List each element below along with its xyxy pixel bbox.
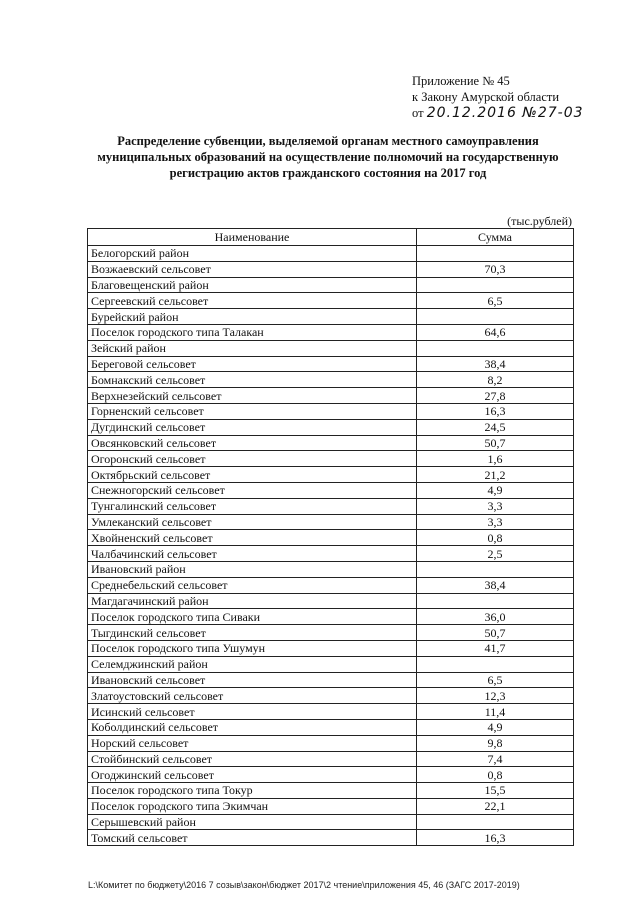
- table-row: [88, 514, 574, 530]
- row-name: Тунгалинский сельсовет: [88, 498, 417, 514]
- row-sum: 7,4: [417, 751, 574, 767]
- row-name: Поселок городского типа Сиваки: [88, 609, 417, 625]
- row-sum: 9,8: [417, 735, 574, 751]
- row-sum: [417, 340, 574, 356]
- row-sum: [417, 561, 574, 577]
- table-row: [88, 403, 574, 419]
- table-row: [88, 467, 574, 483]
- row-sum: 3,3: [417, 514, 574, 530]
- file-path-footer: L:\Комитет по бюджету\2016 7 созыв\закон\бюджет 2017\2 чтение\приложения 45, 46 (ЗАГС 2017-2019): [88, 880, 520, 890]
- row-sum: 38,4: [417, 356, 574, 372]
- row-sum: [417, 593, 574, 609]
- row-name: Горненский сельсовет: [88, 403, 417, 419]
- row-sum: 21,2: [417, 467, 574, 483]
- row-sum: 16,3: [417, 403, 574, 419]
- row-sum: 50,7: [417, 625, 574, 641]
- row-name: Береговой сельсовет: [88, 356, 417, 372]
- appendix-date-prefix: от: [412, 106, 424, 120]
- row-name: Бомнакский сельсовет: [88, 372, 417, 388]
- table-row: [88, 577, 574, 593]
- header-sum: Сумма: [417, 229, 574, 246]
- row-sum: 50,7: [417, 435, 574, 451]
- row-name: Возжаевский сельсовет: [88, 261, 417, 277]
- table-row: [88, 704, 574, 720]
- row-name: Златоустовский сельсовет: [88, 688, 417, 704]
- row-name: Поселок городского типа Токур: [88, 783, 417, 799]
- row-sum: 12,3: [417, 688, 574, 704]
- title-line-3: регистрацию актов гражданского состояния на 2017 год: [169, 166, 487, 180]
- appendix-block: [412, 73, 584, 121]
- units-label: (тыс.рублей): [507, 214, 572, 228]
- row-name: Белогорский район: [88, 246, 417, 262]
- row-sum: 11,4: [417, 704, 574, 720]
- row-name: Ивановский сельсовет: [88, 672, 417, 688]
- row-name: Бурейский район: [88, 309, 417, 325]
- table-row: [88, 561, 574, 577]
- row-sum: 4,9: [417, 482, 574, 498]
- row-name: Томский сельсовет: [88, 830, 417, 846]
- row-sum: [417, 656, 574, 672]
- row-name: Поселок городского типа Экимчан: [88, 798, 417, 814]
- table-row: [88, 798, 574, 814]
- row-name: Овсянковский сельсовет: [88, 435, 417, 451]
- table-row: [88, 388, 574, 404]
- table-row: [88, 419, 574, 435]
- table-row: [88, 735, 574, 751]
- table-row: [88, 309, 574, 325]
- table-row: [88, 324, 574, 340]
- row-sum: 41,7: [417, 640, 574, 656]
- table-row: [88, 293, 574, 309]
- table-row: [88, 814, 574, 830]
- row-sum: 38,4: [417, 577, 574, 593]
- row-sum: 16,3: [417, 830, 574, 846]
- row-sum: 27,8: [417, 388, 574, 404]
- row-name: Поселок городского типа Талакан: [88, 324, 417, 340]
- row-sum: 4,9: [417, 719, 574, 735]
- table-row: [88, 372, 574, 388]
- row-sum: [417, 277, 574, 293]
- row-name: Исинский сельсовет: [88, 704, 417, 720]
- title-line-1: Распределение субвенции, выделяемой органам местного самоуправления: [117, 134, 539, 148]
- table-row: [88, 546, 574, 562]
- row-name: Снежногорский сельсовет: [88, 482, 417, 498]
- row-name: Стойбинский сельсовет: [88, 751, 417, 767]
- table-row: [88, 672, 574, 688]
- row-name: Коболдинский сельсовет: [88, 719, 417, 735]
- table-row: [88, 830, 574, 846]
- table-row: [88, 530, 574, 546]
- row-name: Сергеевский сельсовет: [88, 293, 417, 309]
- row-name: Чалбачинский сельсовет: [88, 546, 417, 562]
- row-name: Октябрьский сельсовет: [88, 467, 417, 483]
- title-line-2: муниципальных образований на осуществление полномочий на государственную: [97, 150, 559, 164]
- table-row: [88, 751, 574, 767]
- row-sum: 24,5: [417, 419, 574, 435]
- table-row: [88, 767, 574, 783]
- table-row: [88, 482, 574, 498]
- row-sum: 6,5: [417, 293, 574, 309]
- row-sum: 6,5: [417, 672, 574, 688]
- table-row: [88, 609, 574, 625]
- row-name: Дугдинский сельсовет: [88, 419, 417, 435]
- table-row: [88, 277, 574, 293]
- header-name: Наименование: [88, 229, 417, 246]
- document-title: [88, 133, 568, 181]
- row-sum: [417, 814, 574, 830]
- row-name: Верхнезейский сельсовет: [88, 388, 417, 404]
- appendix-date-line: [412, 105, 584, 121]
- appendix-law-ref: к Закону Амурской области: [412, 90, 560, 104]
- row-sum: 70,3: [417, 261, 574, 277]
- table-row: [88, 719, 574, 735]
- table-row: [88, 640, 574, 656]
- row-name: Ивановский район: [88, 561, 417, 577]
- row-sum: [417, 246, 574, 262]
- table-header-row: [88, 229, 574, 246]
- table-row: [88, 356, 574, 372]
- table-row: [88, 340, 574, 356]
- row-sum: 22,1: [417, 798, 574, 814]
- row-sum: 0,8: [417, 767, 574, 783]
- row-name: Серышевский район: [88, 814, 417, 830]
- row-sum: 15,5: [417, 783, 574, 799]
- handwritten-date-number: 20.12.2016 №27-03: [426, 105, 584, 121]
- row-sum: 64,6: [417, 324, 574, 340]
- subvention-table: [87, 228, 574, 846]
- row-sum: 3,3: [417, 498, 574, 514]
- row-name: Магдагачинский район: [88, 593, 417, 609]
- row-name: Норский сельсовет: [88, 735, 417, 751]
- row-name: Селемджинский район: [88, 656, 417, 672]
- row-sum: 8,2: [417, 372, 574, 388]
- row-sum: [417, 309, 574, 325]
- table-row: [88, 451, 574, 467]
- table-row: [88, 261, 574, 277]
- table-row: [88, 498, 574, 514]
- row-name: Среднебельский сельсовет: [88, 577, 417, 593]
- row-sum: 0,8: [417, 530, 574, 546]
- row-name: Тыгдинский сельсовет: [88, 625, 417, 641]
- table-row: [88, 688, 574, 704]
- table-row: [88, 656, 574, 672]
- row-name: Поселок городского типа Ушумун: [88, 640, 417, 656]
- row-name: Умлеканский сельсовет: [88, 514, 417, 530]
- table-row: [88, 625, 574, 641]
- table-row: [88, 593, 574, 609]
- appendix-number: Приложение № 45: [412, 74, 510, 88]
- table-row: [88, 435, 574, 451]
- table-row: [88, 246, 574, 262]
- row-name: Хвойненский сельсовет: [88, 530, 417, 546]
- row-name: Благовещенский район: [88, 277, 417, 293]
- row-name: Огоджинский сельсовет: [88, 767, 417, 783]
- row-name: Зейский район: [88, 340, 417, 356]
- row-sum: 36,0: [417, 609, 574, 625]
- row-sum: 2,5: [417, 546, 574, 562]
- row-sum: 1,6: [417, 451, 574, 467]
- table-row: [88, 783, 574, 799]
- row-name: Огоронский сельсовет: [88, 451, 417, 467]
